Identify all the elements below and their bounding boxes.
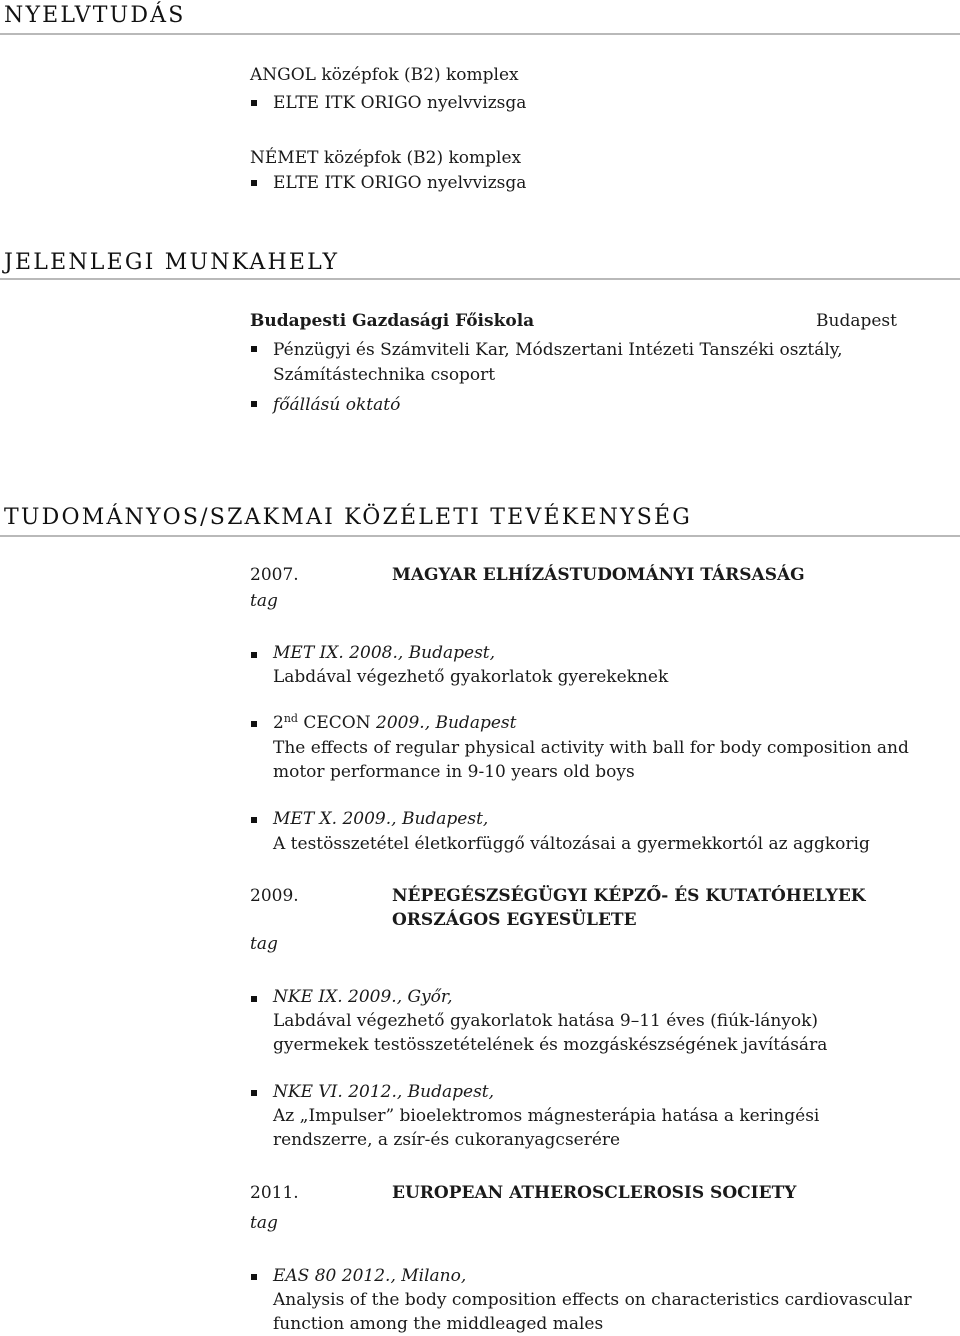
presentation-title-line-1: Labdával végezhető gyakorlatok hatása 9–11 éves (fiúk-lányok) (273, 1011, 819, 1031)
organization-name: MAGYAR ELHÍZÁSTUDOMÁNYI TÁRSASÁG (392, 565, 805, 585)
organization-name-line-2: ORSZÁGOS EGYESÜLETE (392, 910, 637, 930)
presentation-title: Labdával végezhető gyakorlatok gyerekeknek (273, 667, 669, 687)
membership-role: tag (250, 934, 278, 954)
presentation-title-line-2: function among the middleaged males (273, 1314, 604, 1334)
section-divider (0, 278, 960, 280)
employer-name: Budapesti Gazdasági Főiskola (250, 311, 535, 331)
german-exam: ELTE ITK ORIGO nyelvvizsga (273, 173, 527, 193)
event-ordinal: 2 (273, 713, 284, 733)
bullet-square-icon (251, 652, 257, 658)
event-year: 2009. (376, 713, 425, 733)
department-line-2: Számítástechnika csoport (273, 365, 496, 385)
presentation-title-line-1: Az „Impulser” bioelektromos mágnesterápia hatása a keringési (273, 1106, 820, 1126)
presentation-title-line-2: gyermekek testösszetételének és mozgáskészségének javítására (273, 1035, 828, 1055)
event-place: , Budapest (424, 713, 517, 733)
event-name: EAS 80 2012. (273, 1266, 391, 1286)
event-place: , Budapest, (391, 809, 489, 829)
event-place: , Győr, (396, 987, 453, 1007)
membership-role: tag (250, 1213, 278, 1233)
section-divider (0, 535, 960, 537)
bullet-square-icon (251, 180, 257, 186)
event-title (273, 712, 516, 735)
event-place: , Budapest, (396, 1082, 495, 1102)
event-name: CECON (297, 713, 377, 733)
event-name: NKE IX. 2009. (273, 987, 397, 1007)
department-line-1: Pénzügyi és Számviteli Kar, Módszertani Intézeti Tanszéki osztály, (273, 340, 843, 360)
bullet-square-icon (251, 1090, 257, 1096)
english-exam: ELTE ITK ORIGO nyelvvizsga (273, 93, 527, 113)
organization-name: EUROPEAN ATHEROSCLEROSIS SOCIETY (392, 1183, 797, 1203)
section-heading-current-workplace: JELENLEGI MUNKAHELY (4, 250, 340, 275)
german-level: NÉMET középfok (B2) komplex (250, 148, 522, 168)
section-heading-language-skills: NYELVTUDÁS (4, 3, 186, 28)
event-name: NKE VI. 2012. (273, 1082, 397, 1102)
section-heading-professional-activity: TUDOMÁNYOS/SZAKMAI KÖZÉLETI TEVÉKENYSÉG (4, 505, 693, 530)
organization-name-line-1: NÉPEGÉSZSÉGÜGYI KÉPZŐ- ÉS KUTATÓHELYEK (392, 886, 866, 906)
event-ordinal-suffix: nd (283, 712, 298, 725)
event-name: MET X. 2009. (273, 809, 392, 829)
presentation-title: A testösszetétel életkorfüggő változásai a gyermekkortól az aggkorig (273, 834, 870, 854)
presentation-title-line-1: The effects of regular physical activity with ball for body composition and (273, 738, 909, 758)
bullet-square-icon (251, 817, 257, 823)
event-place: , Budapest, (397, 643, 496, 663)
presentation-title-line-2: rendszerre, a zsír-és cukoranyagcserére (273, 1130, 621, 1150)
event-title (273, 642, 495, 665)
membership-year: 2007. (250, 565, 299, 585)
presentation-title-line-2: motor performance in 9-10 years old boys (273, 762, 635, 782)
event-title (273, 808, 488, 831)
bullet-square-icon (251, 721, 257, 727)
section-divider (0, 33, 960, 35)
english-level: ANGOL középfok (B2) komplex (250, 65, 519, 85)
presentation-title-line-1: Analysis of the body composition effects on characteristics cardiovascular (273, 1290, 912, 1310)
membership-year: 2009. (250, 886, 299, 906)
bullet-square-icon (251, 346, 257, 352)
bullet-square-icon (251, 401, 257, 407)
employer-city: Budapest (816, 311, 897, 331)
event-name: MET IX. 2008. (273, 643, 398, 663)
event-title (273, 986, 453, 1009)
event-place: , Milano, (390, 1266, 467, 1286)
bullet-square-icon (251, 1274, 257, 1280)
event-title (273, 1265, 466, 1288)
bullet-square-icon (251, 996, 257, 1002)
event-title (273, 1081, 494, 1104)
position-title: főállású oktató (273, 395, 401, 415)
bullet-square-icon (251, 100, 257, 106)
membership-role: tag (250, 591, 278, 611)
membership-year: 2011. (250, 1183, 299, 1203)
